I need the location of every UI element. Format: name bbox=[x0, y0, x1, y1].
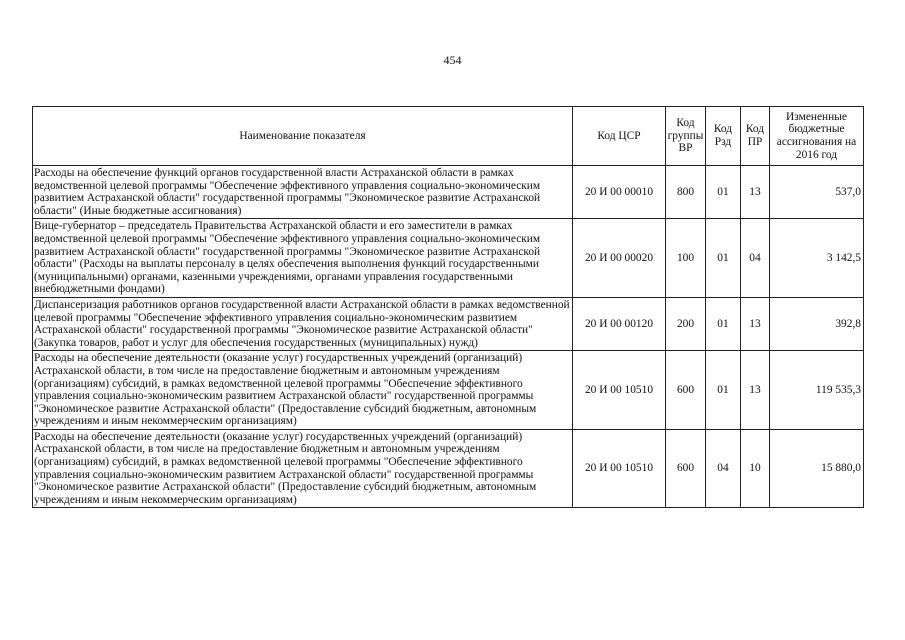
row-vr: 800 bbox=[666, 166, 706, 219]
row-rzd: 01 bbox=[706, 166, 741, 219]
row-amount: 3 142,5 bbox=[770, 219, 864, 298]
row-csr: 20 И 00 10510 bbox=[573, 351, 666, 430]
row-csr: 20 И 00 10510 bbox=[573, 429, 666, 508]
budget-table bbox=[32, 106, 864, 508]
row-amount: 15 880,0 bbox=[770, 429, 864, 508]
row-pr: 13 bbox=[741, 166, 770, 219]
row-vr: 200 bbox=[666, 297, 706, 350]
row-vr: 600 bbox=[666, 351, 706, 430]
row-vr: 600 bbox=[666, 429, 706, 508]
table-row bbox=[33, 297, 864, 350]
header-vr: Код группы ВР bbox=[666, 107, 706, 166]
table-row bbox=[33, 351, 864, 430]
row-name: Расходы на обеспечение деятельности (оказание услуг) государственных учреждений (организаций) Астраханской области, в том числе на предоставление бюджетным и автономным учреждениям (организациям) субсидий, в рамках ведомственной целевой программы "Обеспечение эффективного управления социально-экономическим развитием Астраханской области" государственной программы "Экономическое развитие Астраханской области" (Предоставление субсидий бюджетным, автономным учреждениям и иным некоммерческим организациям) bbox=[33, 351, 573, 430]
row-csr: 20 И 00 00010 bbox=[573, 166, 666, 219]
row-csr: 20 И 00 00020 bbox=[573, 219, 666, 298]
header-amount: Измененные бюджетные ассигнования на 2016 год bbox=[770, 107, 864, 166]
row-rzd: 01 bbox=[706, 219, 741, 298]
row-pr: 04 bbox=[741, 219, 770, 298]
row-csr: 20 И 00 00120 bbox=[573, 297, 666, 350]
row-amount: 119 535,3 bbox=[770, 351, 864, 430]
row-rzd: 01 bbox=[706, 351, 741, 430]
row-rzd: 01 bbox=[706, 297, 741, 350]
row-pr: 13 bbox=[741, 297, 770, 350]
header-csr: Код ЦСР bbox=[573, 107, 666, 166]
row-rzd: 04 bbox=[706, 429, 741, 508]
row-vr: 100 bbox=[666, 219, 706, 298]
row-name: Расходы на обеспечение деятельности (оказание услуг) государственных учреждений (организаций) Астраханской области, в том числе на предоставление бюджетным и автономным учреждениям (организациям) субсидий, в рамках ведомственной целевой программы "Обеспечение эффективного управления социально-экономическим развитием Астраханской области" государственной программы "Экономическое развитие Астраханской области" (Предоставление субсидий бюджетным, автономным учреждениям и иным некоммерческим организациям) bbox=[33, 429, 573, 508]
table-row bbox=[33, 219, 864, 298]
row-amount: 392,8 bbox=[770, 297, 864, 350]
header-name: Наименование показателя bbox=[33, 107, 573, 166]
row-pr: 13 bbox=[741, 351, 770, 430]
table-header-row bbox=[33, 107, 864, 166]
table-row bbox=[33, 166, 864, 219]
header-pr: Код ПР bbox=[741, 107, 770, 166]
row-name: Расходы на обеспечение функций органов государственной власти Астраханской области в рамках ведомственной целевой программы "Обеспечение эффективного управления социально-экономическим развитием Астраханской области" государственной программы "Экономическое развитие Астраханской области" (Иные бюджетные ассигнования) bbox=[33, 166, 573, 219]
page-number: 454 bbox=[443, 53, 462, 67]
table-row bbox=[33, 429, 864, 508]
row-amount: 537,0 bbox=[770, 166, 864, 219]
row-name: Вице-губернатор – председатель Правительства Астраханской области и его заместители в рамках ведомственной целевой программы "Обеспечение эффективного управления социально-экономическим развитием Астраханской области" государственной программы "Экономическое развитие Астраханской области" (Расходы на выплаты персоналу в целях обеспечения выполнения функций государственными (муниципальными) органами, казенными учреждениями, органами управления государственными внебюджетными фондами) bbox=[33, 219, 573, 298]
header-rzd: Код Рзд bbox=[706, 107, 741, 166]
row-name: Диспансеризация работников органов государственной власти Астраханской области в рамках ведомственной целевой программы "Обеспечение эффективного управления социально-экономическим развитием Астраханской области" государственной программы "Экономическое развитие Астраханской области" (Закупка товаров, работ и услуг для обеспечения государственных (муниципальных) нужд) bbox=[33, 297, 573, 350]
row-pr: 10 bbox=[741, 429, 770, 508]
